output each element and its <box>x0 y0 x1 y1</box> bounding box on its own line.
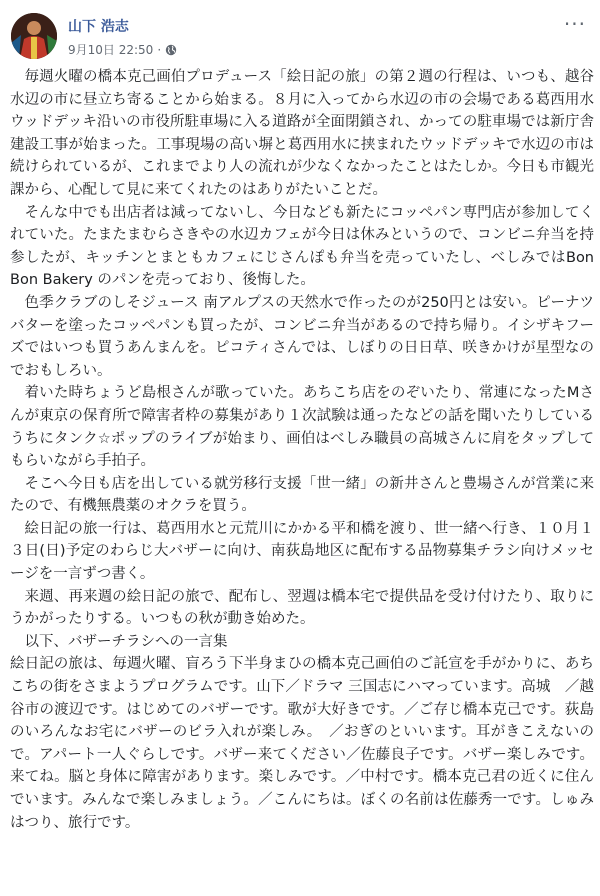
avatar[interactable] <box>11 13 57 59</box>
post-paragraph: そんな中でも出店者は減ってないし、今日なども新たにコッペパン専門店が参加してくれていた。たまたまむらさきやの水辺カフェが今日は休みというので、コンビニ弁当を持参したが、キッチンとまともカフェにじさんぽも弁当を売っていたし、べしみではBon Bon Bakery のパンを売っており、後悔した。 <box>10 204 594 289</box>
post-paragraph: 絵日記の旅一行は、葛西用水と元荒川にかかる平和橋を渡り、世一緒へ行き、１０月１３日(日)予定のわらじ大バザーに向け、南荻島地区に配布する品物募集チラシ向けメッセージを一言ずつ書く。 <box>10 520 594 583</box>
post-paragraph: そこへ今日も店を出している就労移行支援「世一緒」の新井さんと豊場さんが営業に来たので、有機無農薬のオクラを買う。 <box>10 475 594 515</box>
meta-separator: · <box>157 42 162 57</box>
author-name[interactable]: 山下 浩志 <box>68 19 129 35</box>
post-timestamp[interactable]: 9月10日 22:50 <box>68 43 154 57</box>
globe-icon[interactable] <box>165 44 177 56</box>
post-paragraph: 絵日記の旅は、毎週火曜、盲ろう下半身まひの橋本克己画伯のご託宣を手がかりに、あちこちの街をさまようプログラムです。山下／ドラマ 三国志にハマっています。高城 ／越谷市の渡辺です。はじめてのバザーです。歌が大好きです。／ご存じ橋本克己です。荻島のいろんなお宅にバザーのビラ入れが楽しみ。 ／おぎのといいます。耳がきこえないので。アパート一人ぐらしです。バザー来てください／佐藤良子です。バザー楽しみです。来てね。脳と身体に障害があります。楽しみです。／中村です。橋本克己君の近くに住んでいます。みんなで楽しみましょう。／こんにちは。ぼくの名前は佐藤秀一です。しゅみはつり、旅行です。 <box>10 656 594 831</box>
avatar-image <box>11 13 57 59</box>
post-meta <box>68 41 177 58</box>
post-paragraph: 色季クラブのしそジュース 南アルプスの天然水で作ったのが250円とは安い。ピーナツバターを塗ったコッペパンも買ったが、コンビニ弁当があるので持ち帰り。イシザキフーズではいつも買うあんまんを。ピコティさんでは、しぼりの日日草、咲きかけが星型なのでおもしろい。 <box>10 294 594 379</box>
post-header <box>0 0 600 66</box>
post-paragraph: 毎週火曜の橋本克己画伯プロデュース「絵日記の旅」の第２週の行程は、いつも、越谷水辺の市に昼立ち寄ることから始まる。８月に入ってから水辺の市の会場である葛西用水ウッドデッキ沿いの市役所駐車場に入る道路が全面閉鎖され、かっての駐車場では新庁舎建設工事が始まった。工事現場の高い塀と葛西用水に挟まれたウッドデッキで水辺の市は続けられているが、これまでより人の流れが少なくなかったことはたしか。今日も市観光課から、心配して見に来てくれたのはありがたいことだ。 <box>10 69 594 198</box>
more-options-icon[interactable]: ··· <box>563 12 586 36</box>
post-paragraph: 以下、バザーチラシへの一言集 <box>24 633 228 650</box>
post-paragraph: 来週、再来週の絵日記の旅で、配布し、翌週は橋本宅で提供品を受け付けたり、取りにうかがったりする。いつもの秋が動き始めた。 <box>10 588 594 628</box>
post-body <box>10 66 594 834</box>
post-paragraph: 着いた時ちょうど島根さんが歌っていた。あちこち店をのぞいたり、常連になったMさんが東京の保育所で障害者枠の募集があり１次試験は通ったなどの話を聞いたりしているうちにタンク☆ポップのライブが始まり、画伯はべしみ職員の高城さんに肩をタップしてもらいながら手拍子。 <box>10 385 594 470</box>
